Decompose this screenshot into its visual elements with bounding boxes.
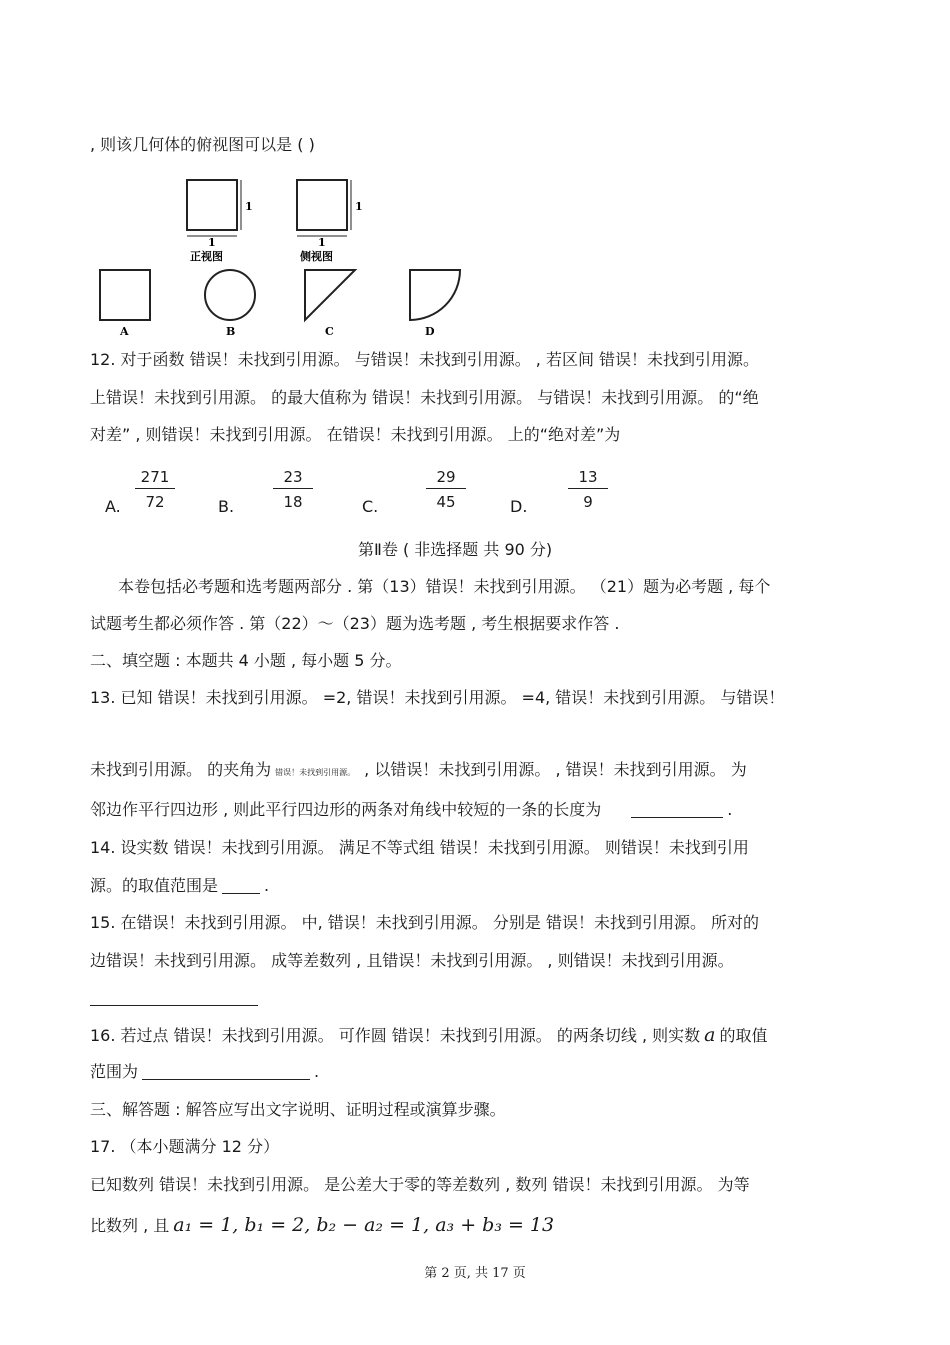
question-12-line1: 12. 对于函数 错误！未找到引用源。 与错误！未找到引用源。 , 若区间 错误！未找到引用源。: [90, 350, 760, 369]
option-c-numerator: 29: [426, 468, 466, 489]
question-13-line3: [90, 800, 736, 820]
option-d-numerator: 13: [568, 468, 608, 489]
side-view-square: [297, 180, 347, 230]
question-12-line2: 上错误！未找到引用源。 的最大值称为 错误！未找到引用源。 与错误！未找到引用源。 的“绝: [90, 388, 759, 407]
page-footer: 第 2 页, 共 17 页: [424, 1266, 526, 1281]
option-c-label: C.: [362, 497, 379, 516]
question-16-line1-post: 的取值: [719, 1026, 768, 1045]
option-b-numerator: 23: [273, 468, 313, 489]
option-a-numerator: 271: [135, 468, 175, 489]
section-2-heading: 第Ⅱ卷 ( 非选择题 共 90 分): [358, 540, 553, 559]
question-14-line2: [90, 876, 273, 896]
part-2-heading: 二、填空题 : 本题共 4 小题 , 每小题 5 分。: [90, 651, 402, 670]
question-13-angle-placeholder: 错误！未找到引用源。: [275, 768, 356, 777]
question-13-period: .: [727, 800, 733, 819]
front-dim-bottom: 1: [208, 236, 216, 249]
question-13-answer-blank[interactable]: [631, 801, 723, 818]
choice-b-label: B: [226, 325, 236, 338]
option-d-label: D.: [510, 497, 528, 516]
choice-c-label: C: [325, 325, 334, 338]
option-a-denominator: 72: [145, 493, 165, 511]
intro-line2: 试题考生都必须作答 . 第（22）～（23）题为选考题 , 考生根据要求作答 .: [90, 614, 620, 633]
question-13-line2-pre: 未找到引用源。 的夹角为: [90, 760, 272, 779]
side-view-caption: 侧视图: [300, 250, 333, 263]
question-15-answer-blank[interactable]: [90, 1005, 258, 1006]
question-17-line2: [90, 1215, 558, 1236]
option-a-label: A.: [105, 497, 121, 516]
option-c-fraction: [426, 468, 466, 511]
side-dim-right: 1: [355, 200, 363, 213]
question-13-line1: 13. 已知 错误！未找到引用源。 =2, 错误！未找到引用源。 =4, 错误！未找到引用源。 与错误！: [90, 688, 785, 707]
option-a-square: [100, 270, 150, 320]
option-b-circle: [205, 270, 255, 320]
option-b-denominator: 18: [283, 493, 303, 511]
question-16-answer-blank[interactable]: [142, 1063, 310, 1080]
option-b-fraction: [273, 468, 313, 511]
question-13-line3-text: 邻边作平行四边形 , 则此平行四边形的两条对角线中较短的一条的长度为: [90, 800, 602, 819]
option-a-fraction: [135, 468, 175, 511]
question-17-conditions-formula: a₁ = 1, b₁ = 2, b₂ − a₂ = 1, a₃ + b₃ = 13: [173, 1214, 555, 1236]
question-16-line1-pre: 16. 若过点 错误！未找到引用源。 可作圆 错误！未找到引用源。 的两条切线 , 则实数: [90, 1026, 701, 1045]
question-16-line2-text: 范围为: [90, 1062, 139, 1081]
question-15-line2: 边错误！未找到引用源。 成等差数列 , 且错误！未找到引用源。 , 则错误！未找到引用源。: [90, 951, 734, 970]
question-14-period: .: [264, 876, 270, 895]
option-b-label: B.: [218, 497, 235, 516]
question-11-tail: , 则该几何体的俯视图可以是 ( ): [90, 135, 315, 154]
option-c-denominator: 45: [436, 493, 456, 511]
question-16-line2: [90, 1062, 323, 1082]
question-17-title: 17. （本小题满分 12 分）: [90, 1137, 280, 1156]
choice-a-label: A: [120, 325, 129, 338]
option-c-triangle: [305, 270, 355, 320]
front-view-square: [187, 180, 237, 230]
question-14-line1: 14. 设实数 错误！未找到引用源。 满足不等式组 错误！未找到引用源。 则错误！未找到引用: [90, 838, 749, 857]
intro-line1: 本卷包括必考题和选考题两部分 . 第（13）错误！未找到引用源。 （21）题为必考题 , 每个: [118, 577, 771, 596]
option-d-fraction: [568, 468, 608, 511]
option-d-denominator: 9: [583, 493, 593, 511]
front-view-caption: 正视图: [190, 250, 223, 263]
question-14-answer-blank[interactable]: [222, 877, 260, 894]
part-3-heading: 三、解答题 : 解答应写出文字说明、证明过程或演算步骤。: [90, 1100, 506, 1119]
question-17-line2-text: 比数列 , 且: [90, 1216, 170, 1235]
question-12-line3: 对差” , 则错误！未找到引用源。 在错误！未找到引用源。 上的“绝对差”为: [90, 425, 621, 444]
question-13-line2: [90, 760, 751, 783]
question-14-line2-text: 源。的取值范围是: [90, 876, 219, 895]
question-16-period: .: [314, 1062, 320, 1081]
three-view-figure: [90, 170, 470, 340]
side-dim-bottom: 1: [318, 236, 326, 249]
choice-d-label: D: [425, 325, 435, 338]
front-dim-right: 1: [245, 200, 253, 213]
option-d-quarter-circle: [410, 270, 460, 320]
question-13-line2-post: , 以错误！未找到引用源。 , 错误！未找到引用源。 为: [359, 760, 747, 779]
question-16-line1: [90, 1025, 771, 1046]
question-16-variable-a: a: [704, 1024, 716, 1046]
question-15-line1: 15. 在错误！未找到引用源。 中, 错误！未找到引用源。 分别是 错误！未找到引用源。 所对的: [90, 913, 760, 932]
question-17-line1: 已知数列 错误！未找到引用源。 是公差大于零的等差数列 , 数列 错误！未找到引用源。 为等: [90, 1175, 750, 1194]
